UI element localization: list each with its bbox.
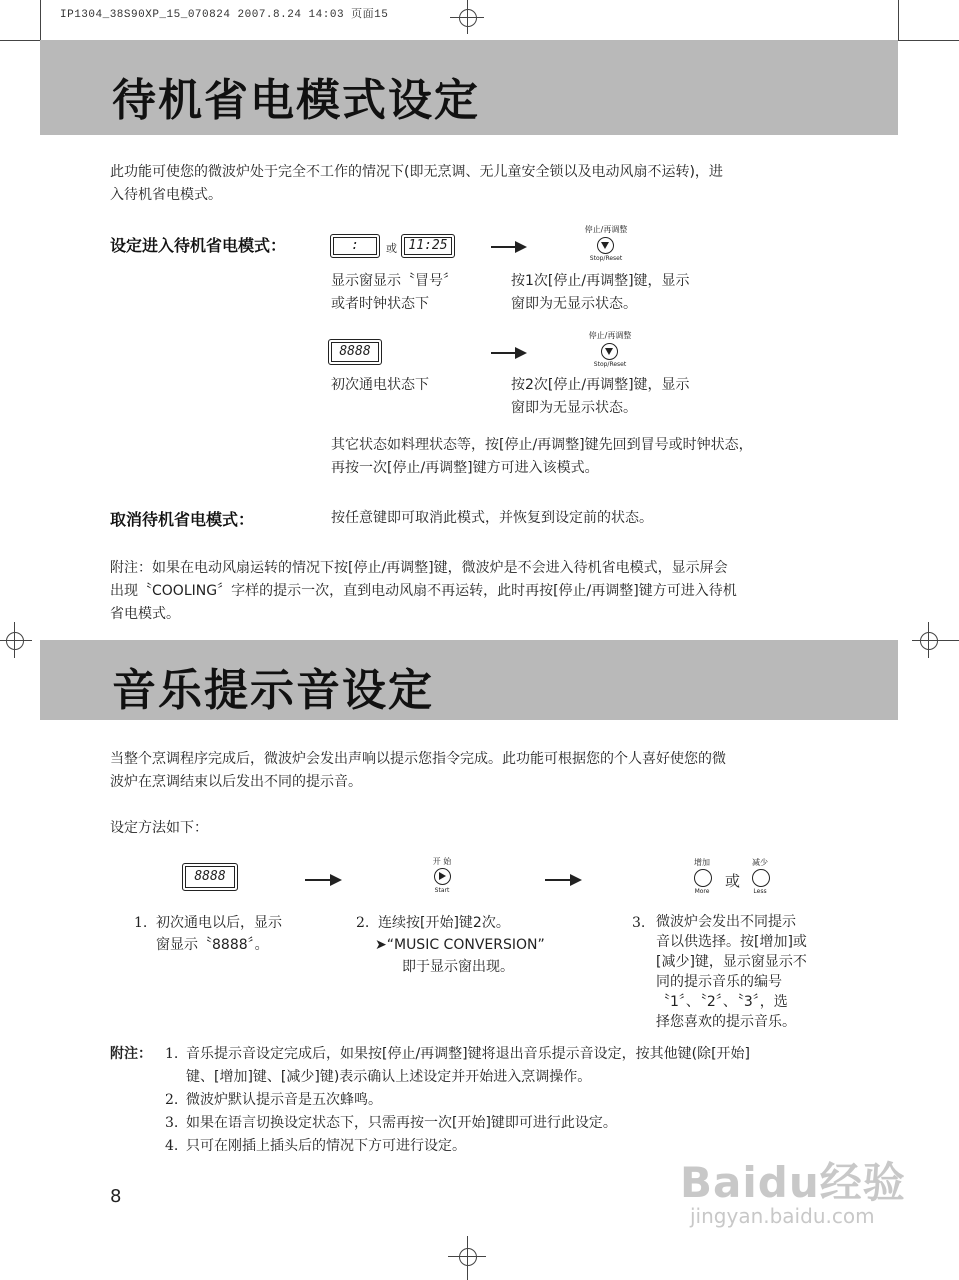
text-line: 窗显示〝8888〞。	[156, 937, 269, 953]
arrow-icon	[491, 246, 525, 248]
text-line: 窗即为无显示状态。	[511, 400, 637, 416]
cancel-mode-text: 按任意键即可取消此模式，并恢复到设定前的状态。	[331, 510, 653, 526]
method-label: 设定方法如下：	[110, 820, 208, 836]
start-label-en: Start	[434, 887, 450, 894]
note-number: 2.	[165, 1092, 179, 1108]
crop-mark	[448, 1256, 486, 1257]
start-button[interactable]	[434, 868, 451, 885]
start-label: 开 始	[432, 857, 452, 866]
crop-mark	[14, 622, 15, 658]
enter-mode-label: 设定进入待机省电模式：	[110, 236, 287, 255]
step1-action	[511, 270, 690, 316]
stop-reset-icon	[601, 242, 609, 249]
crop-mark	[467, 1236, 468, 1280]
text-line: 连续按[开始]键2次。	[378, 915, 510, 931]
text-line: 此功能可使您的微波炉处于完全不工作的情况下(即无烹调、无儿童安全锁以及电动风扇不运转)，进	[110, 164, 723, 180]
more-label-en: More	[694, 888, 710, 895]
crop-mark	[898, 40, 959, 41]
text-line: 择您喜欢的提示音乐。	[656, 1014, 796, 1030]
page-number: 8	[110, 1186, 122, 1207]
less-label-en: Less	[753, 888, 767, 895]
or-label: 或	[386, 242, 397, 255]
registration-mark	[459, 1248, 477, 1266]
stop-reset-icon	[605, 348, 613, 355]
text-line: 按1次[停止/再调整]键，显示	[511, 273, 690, 289]
step1-text	[156, 912, 282, 956]
note-number: 3.	[165, 1115, 179, 1131]
step-number: 3.	[632, 915, 646, 931]
display-window-clock: 11:25	[401, 234, 455, 258]
arrow-icon	[491, 352, 525, 354]
note-item	[186, 1043, 750, 1089]
text-line: 再按一次[停止/再调整]键方可进入该模式。	[331, 460, 599, 476]
note-number: 4.	[165, 1138, 179, 1154]
more-label: 增加	[694, 858, 710, 867]
step2-text	[375, 912, 545, 978]
text-line: 〝1〞、〝2〞、〝3〞，选	[656, 994, 788, 1010]
text-line: ➤“MUSIC CONVERSION”	[375, 937, 545, 953]
crop-mark	[0, 40, 40, 41]
note-item: 只可在刚插上插头后的情况下方可进行设定。	[186, 1138, 466, 1154]
text-line: 初次通电以后，显示	[156, 915, 282, 931]
step2-action	[511, 374, 690, 420]
intro-paragraph	[110, 161, 830, 207]
stop-reset-label: 停止/再调整	[588, 331, 632, 340]
cancel-mode-label: 取消待机省电模式：	[110, 510, 255, 529]
text-line: 入待机省电模式。	[110, 187, 222, 203]
text-line: 省电模式。	[110, 606, 180, 622]
print-header: IP1304_38S90XP_15_070824 2007.8.24 14:03 页面15	[60, 9, 389, 21]
step-number: 1.	[134, 915, 148, 931]
or-label: 或	[725, 872, 741, 890]
crop-mark	[0, 640, 32, 641]
step3-text	[656, 912, 807, 1032]
text-line: 按2次[停止/再调整]键，显示	[511, 377, 690, 393]
step-number: 2.	[356, 915, 370, 931]
text-line: 或者时钟状态下	[331, 296, 429, 312]
note-item: 如果在语言切换设定状态下，只需再按一次[开始]键即可进行此设定。	[186, 1115, 617, 1131]
note-item: 微波炉默认提示音是五次蜂鸣。	[186, 1092, 382, 1108]
step1-condition	[331, 270, 457, 316]
arrow-icon	[545, 879, 580, 881]
text-line: 窗即为无显示状态。	[511, 296, 637, 312]
crop-mark	[912, 640, 959, 641]
text-line: 当整个烹调程序完成后，微波炉会发出声响以提示您指令完成。此功能可根据您的个人喜好使您的微	[110, 751, 726, 767]
display-window-8888: 8888	[328, 339, 382, 365]
notes-label: 附注：	[110, 1046, 152, 1062]
baidu-watermark: Baidu经验	[680, 1158, 906, 1207]
crop-mark	[40, 0, 41, 40]
text-line: 微波炉会发出不同提示	[656, 914, 796, 930]
more-button[interactable]	[694, 869, 712, 887]
less-label: 减少	[752, 858, 768, 867]
watermark-url: jingyan.baidu.com	[690, 1204, 875, 1228]
section-title: 待机省电模式设定	[112, 75, 480, 126]
registration-mark	[920, 632, 938, 650]
less-button[interactable]	[752, 869, 770, 887]
stop-reset-button[interactable]	[597, 237, 614, 254]
arrow-icon	[305, 879, 340, 881]
section-title: 音乐提示音设定	[112, 665, 434, 716]
display-window-colon: :	[330, 234, 380, 258]
text-line: [减少]键，显示窗显示不	[656, 954, 807, 970]
note-number: 1.	[165, 1046, 179, 1062]
registration-mark	[6, 632, 24, 650]
text-line: 音乐提示音设定完成后，如果按[停止/再调整]键将退出音乐提示音设定，按其他键(除[开始]	[186, 1046, 751, 1062]
text-line: 其它状态如料理状态等，按[停止/再调整]键先回到冒号或时钟状态，	[331, 437, 753, 453]
crop-mark	[928, 622, 929, 658]
other-state-note	[331, 434, 753, 480]
text-line: 音以供选择。按[增加]或	[656, 934, 807, 950]
crop-mark	[898, 0, 899, 40]
section1-note	[110, 557, 840, 626]
text-line: 出现〝COOLING〞字样的提示一次，直到电动风扇不再运转，此时再按[停止/再调整]键方可进入待机	[110, 583, 737, 599]
stop-reset-label-en: Stop/Reset	[589, 255, 623, 262]
display-window-8888: 8888	[182, 863, 238, 891]
registration-mark	[459, 9, 477, 27]
stop-reset-button[interactable]	[601, 343, 618, 360]
text-line: 即于显示窗出现。	[402, 959, 514, 975]
text-line: 显示窗显示〝冒号〞	[331, 273, 457, 289]
stop-reset-label: 停止/再调整	[584, 225, 628, 234]
stop-reset-label-en: Stop/Reset	[593, 361, 627, 368]
text-line: 附注：如果在电动风扇运转的情况下按[停止/再调整]键，微波炉是不会进入待机省电模式，显示屏会	[110, 560, 728, 576]
step2-condition: 初次通电状态下	[331, 377, 429, 393]
intro-paragraph	[110, 748, 840, 794]
crop-mark	[450, 17, 484, 18]
text-line: 键、[增加]键、[减少]键)表示确认上述设定并开始进入烹调操作。	[186, 1069, 592, 1085]
text-line: 波炉在烹调结束以后发出不同的提示音。	[110, 774, 362, 790]
start-icon	[439, 872, 446, 880]
text-line: 同的提示音乐的编号	[656, 974, 782, 990]
